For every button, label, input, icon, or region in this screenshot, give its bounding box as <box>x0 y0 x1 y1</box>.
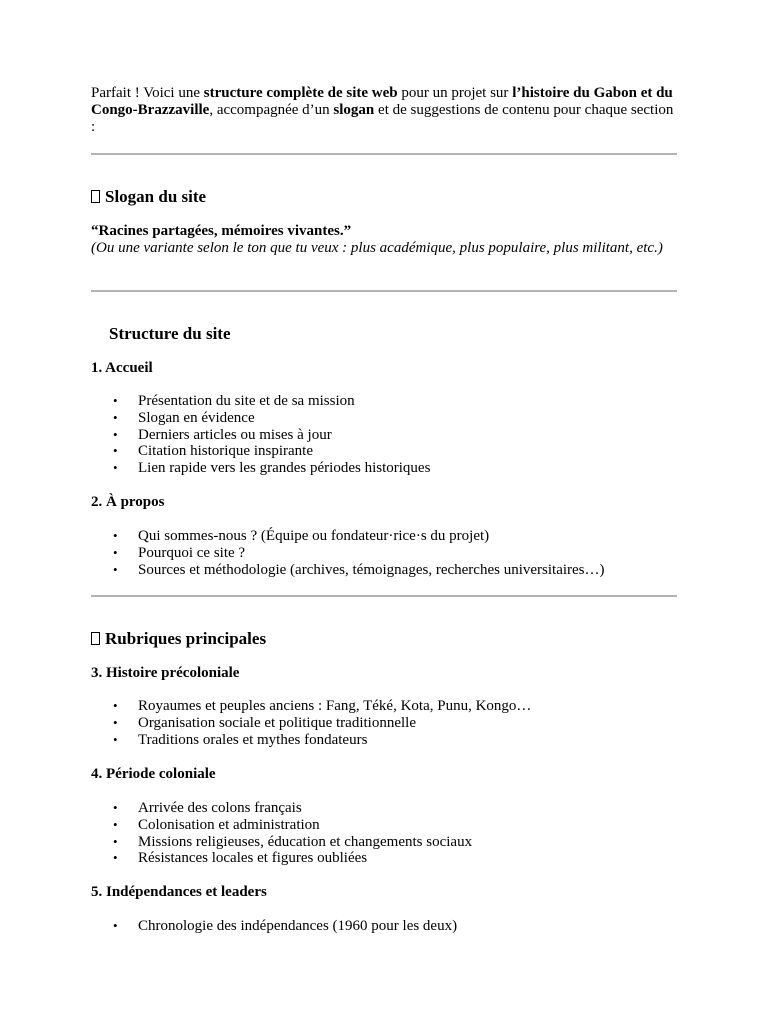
coloniale-heading: 4. Période coloniale <box>91 766 216 782</box>
slogan-heading-text: Slogan du site <box>105 187 207 206</box>
intro-text-2: pour un projet sur <box>397 85 513 101</box>
slogan-paragraph <box>91 223 681 257</box>
rubriques-heading <box>91 629 681 649</box>
list-item: • Traditions orales et mythes fondateurs <box>91 732 681 749</box>
intro-bold-3: slogan <box>333 102 375 118</box>
intro-text-4: et de suggestions de contenu pour chaque section : <box>91 102 674 135</box>
missing-glyph-icon <box>91 190 100 203</box>
missing-glyph-icon <box>91 632 100 645</box>
independances-heading: 5. Indépendances et leaders <box>91 884 267 900</box>
list-item: • Sources et méthodologie (archives, témoignages, recherches universitaires…) <box>91 562 681 579</box>
intro-text-1: Parfait ! Voici une <box>91 85 204 101</box>
list-item: • Missions religieuses, éducation et changements sociaux <box>91 834 681 851</box>
precoloniale-heading: 3. Histoire précoloniale <box>91 665 240 681</box>
list-item: • Pourquoi ce site ? <box>91 545 681 562</box>
accueil-heading: 1. Accueil <box>91 360 153 376</box>
coloniale-list <box>91 800 681 867</box>
list-item: • Lien rapide vers les grandes périodes historiques <box>91 460 681 477</box>
list-item: • Citation historique inspirante <box>91 443 681 460</box>
list-item: • Royaumes et peuples anciens : Fang, Téké, Kota, Punu, Kongo… <box>91 698 681 715</box>
horizontal-rule <box>91 153 677 155</box>
list-item: • Slogan en évidence <box>91 410 681 427</box>
list-item: • Qui sommes-nous ? (Équipe ou fondateur·rice·s du projet) <box>91 528 681 545</box>
list-item: • Arrivée des colons français <box>91 800 681 817</box>
apropos-heading: 2. À propos <box>91 494 165 510</box>
list-item: • Chronologie des indépendances (1960 pour les deux) <box>91 918 681 935</box>
structure-heading: Structure du site <box>109 324 231 343</box>
slogan-heading <box>91 187 681 207</box>
horizontal-rule <box>91 595 677 597</box>
precoloniale-list <box>91 698 681 748</box>
independances-list <box>91 918 681 935</box>
apropos-list <box>91 528 681 578</box>
list-item: • Présentation du site et de sa mission <box>91 393 681 410</box>
list-item: • Colonisation et administration <box>91 817 681 834</box>
accueil-list <box>91 393 681 477</box>
list-item: • Derniers articles ou mises à jour <box>91 427 681 444</box>
slogan-quote: “Racines partagées, mémoires vivantes.” <box>91 223 352 239</box>
intro-bold-2: l’histoire du Gabon et du Congo-Brazzaville <box>91 85 673 118</box>
rubriques-heading-text: Rubriques principales <box>105 629 267 648</box>
list-item: • Organisation sociale et politique traditionnelle <box>91 715 681 732</box>
list-item: • Résistances locales et figures oubliées <box>91 850 681 867</box>
intro-paragraph <box>91 85 681 136</box>
intro-bold-1: structure complète de site web <box>203 85 398 101</box>
slogan-variant: (Ou une variante selon le ton que tu veux : plus académique, plus populaire, plus militant, etc.) <box>91 240 663 256</box>
intro-text-3: , accompagnée d’un <box>209 102 334 118</box>
horizontal-rule <box>91 290 677 292</box>
